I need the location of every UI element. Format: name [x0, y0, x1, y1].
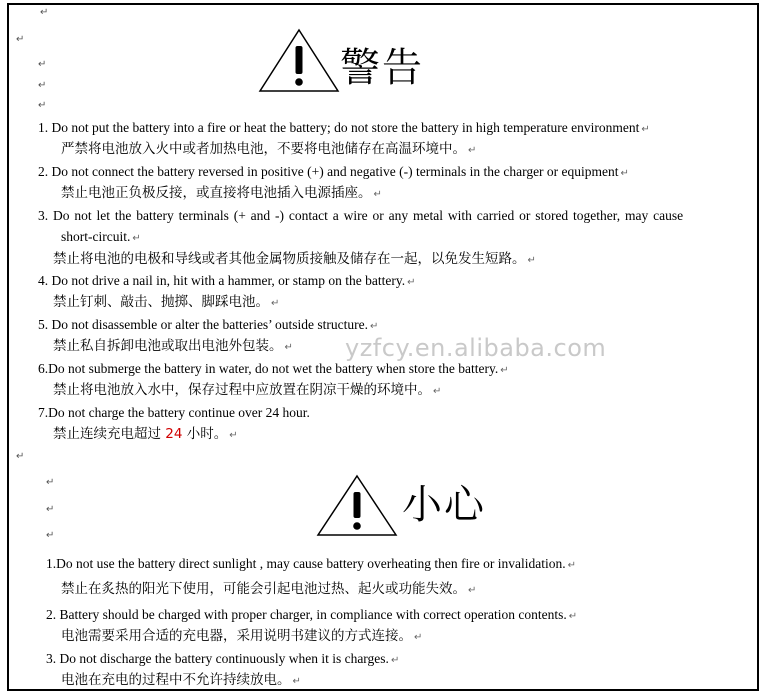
caution-item-2-en: 2. Battery should be charged with proper charger, in compliance with correct operation contents. ↵	[46, 607, 578, 622]
caution-item-3-en: 3. Do not discharge the battery continuously when it is charges. ↵	[46, 651, 400, 666]
warning-item-2-cn: 禁止电池正负极反接，或直接将电池插入电源插座。 ↵	[61, 185, 382, 201]
warning-item-1-cn: 严禁将电池放入火中或者加热电池，不要将电池储存在高温环境中。 ↵	[61, 141, 477, 157]
watermark: yzfcy.en.alibaba.com	[345, 334, 607, 362]
warning-item-5-cn: 禁止私自拆卸电池或取出电池外包装。 ↵	[53, 338, 293, 354]
warning-item-4-en: 4. Do not drive a nail in, hit with a hammer, or stamp on the battery. ↵	[38, 273, 416, 288]
warning-item-3-en-cont: short-circuit. ↵	[61, 229, 141, 244]
warning-item-2-en: 2. Do not connect the battery reversed in positive (+) and negative (-) terminals in the charger or equipment ↵	[38, 164, 629, 179]
warning-item-3-cn: 禁止将电池的电极和导线或者其他金属物质接触及储存在一起，以免发生短路。 ↵	[53, 251, 536, 267]
warning-item-5-en: 5. Do not disassemble or alter the batteries’ outside structure. ↵	[38, 317, 379, 332]
caution-item-1-cn: 禁止在炙热的阳光下使用，可能会引起电池过热、起火或功能失效。 ↵	[61, 581, 477, 597]
warning-item-6-en: 6.Do not submerge the battery in water, do not wet the battery when store the battery. ↵	[38, 361, 509, 376]
warning-item-4-cn: 禁止钉刺、敲击、抛掷、脚踩电池。 ↵	[53, 294, 280, 310]
paragraph-mark: ↵	[16, 34, 25, 45]
caution-title: 小心	[402, 482, 486, 528]
caution-item-2-cn: 电池需要采用合适的充电器，采用说明书建议的方式连接。 ↵	[61, 628, 423, 644]
paragraph-mark: ↵	[38, 80, 47, 91]
warning-item-1-en: 1. Do not put the battery into a fire or heat the battery; do not store the battery in high temperature environment ↵	[38, 120, 650, 135]
warning-title: 警告	[340, 45, 424, 91]
paragraph-mark: ↵	[16, 451, 25, 462]
paragraph-mark: ↵	[46, 477, 55, 488]
paragraph-mark: ↵	[40, 7, 49, 18]
warning-item-7-en: 7.Do not charge the battery continue over 24 hour.	[38, 405, 310, 420]
warning-item-7-cn: 禁止连续充电超过 24 小时。 ↵	[53, 426, 238, 442]
caution-item-3-cn: 电池在充电的过程中不允许持续放电。 ↵	[61, 672, 301, 688]
highlight-number: 24	[165, 426, 183, 442]
warning-triangle-icon	[258, 28, 340, 94]
caution-item-1-en: 1.Do not use the battery direct sunlight , may cause battery overheating then fire or invalidation. ↵	[46, 556, 576, 571]
paragraph-mark: ↵	[38, 59, 47, 70]
paragraph-mark: ↵	[38, 100, 47, 111]
warning-item-6-cn: 禁止将电池放入水中，保存过程中应放置在阴凉干燥的环境中。 ↵	[53, 382, 442, 398]
caution-triangle-icon	[316, 474, 398, 538]
paragraph-mark: ↵	[46, 530, 55, 541]
paragraph-mark: ↵	[46, 504, 55, 515]
warning-item-3-en: 3. Do not let the battery terminals (+ and -) contact a wire or any metal with carried or stored together, may cause	[38, 208, 684, 223]
